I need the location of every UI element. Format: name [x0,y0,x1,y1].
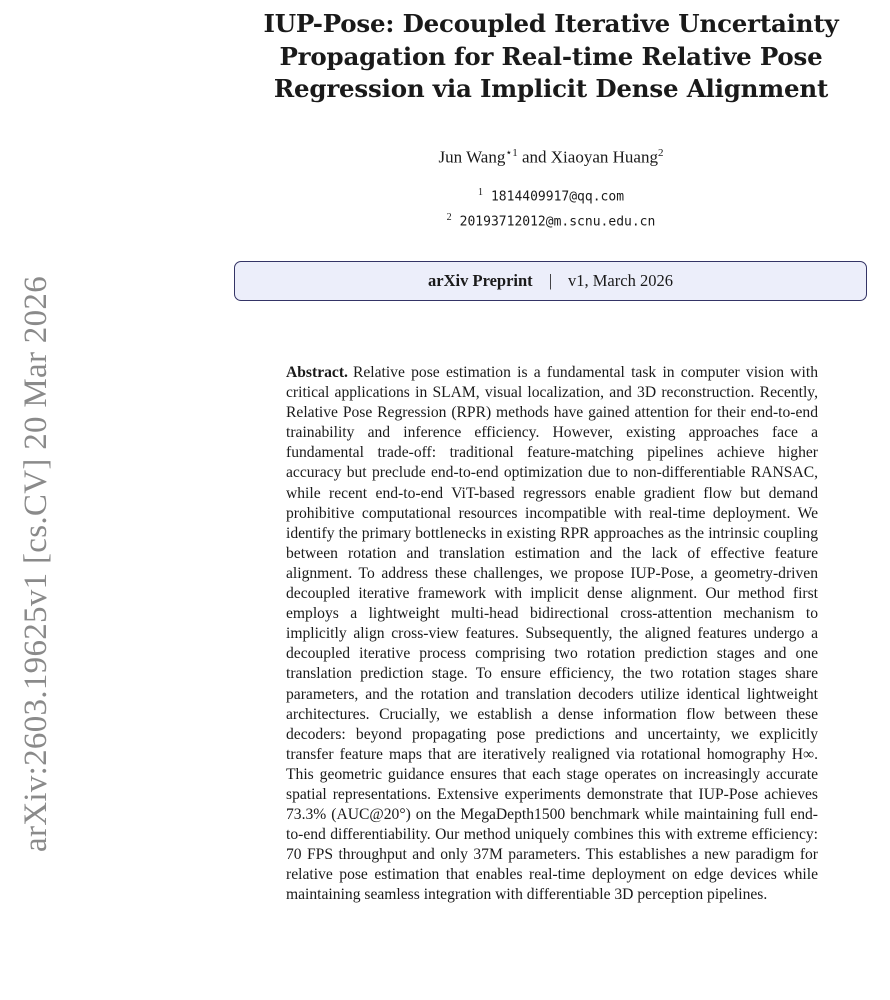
email-address[interactable]: 20193712012@m.scnu.edu.cn [459,214,656,230]
author-conjunction: and [521,147,547,167]
email-affiliation-mark: 2 [446,211,452,223]
email-line [246,208,856,233]
author-line [246,146,856,168]
email-line [246,183,856,208]
author-name: Jun Wang [438,147,506,167]
abstract-label: Abstract. [286,364,348,381]
arxiv-side-stamp: arXiv:2603.19625v1 [cs.CV] 20 Mar 2026 [18,276,54,852]
email-list [246,183,856,232]
paper-title: IUP-Pose: Decoupled Iterative Uncertainty Propagation for Real-time Relative Pose Regression via Implicit Dense Alignment [263,9,839,103]
author-affiliation-mark: ⋆1 [505,147,518,159]
author-affiliation-mark: 2 [657,147,664,159]
author-name: Xiaoyan Huang [550,147,658,167]
email-affiliation-mark: 1 [477,187,483,198]
email-address[interactable]: 1814409917@qq.com [490,189,625,205]
banner-version: v1, March 2026 [568,271,673,290]
abstract [286,363,818,906]
preprint-banner [234,261,867,301]
banner-label: arXiv Preprint [428,271,533,290]
abstract-text: Relative pose estimation is a fundamental task in computer vision with critical applications in SLAM, visual localization, and 3D reconstruction. Recently, Relative Pose Regression (RPR) methods have gained attention for their end-to-end trainability and inference efficiency. However, existing approaches face a fundamental trade-off: traditional feature-matching pipelines achieve higher accuracy but preclude end-to-end optimization due to non-differentiable RANSAC, while recent end-to-end ViT-based regressors enable gradient flow but demand prohibitive computational resources incompatible with real-time deployment. We identify the primary bottlenecks in existing RPR approaches as the intrinsic coupling between rotation and translation estimation and the lack of effective feature alignment. To address these challenges, we propose IUP-Pose, a geometry-driven decoupled iterative framework with implicit dense alignment. Our method first employs a lightweight multi-head bidirectional cross-attention mechanism to implicitly align cross-view features. Subsequently, the aligned features undergo a decoupled iterative process comprising two rotation prediction stages and one translation prediction stage. To ensure efficiency, the two rotation stages share parameters, and the rotation and translation decoders utilize identical lightweight architectures. Crucially, we establish a dense information flow between these decoders: beyond propagating pose predictions and uncertainty, we explicitly transfer feature maps that are iteratively realigned via rotational homography H∞. This geometric guidance ensures that each stage operates on increasingly accurate spatial representations. Extensive experiments demonstrate that IUP-Pose achieves 73.3% (AUC@20°) on the MegaDepth1500 benchmark while maintaining full end-to-end differentiability. Our method uniquely combines this with extreme efficiency: 70 FPS throughput and only 37M parameters. This establishes a new paradigm for relative pose estimation that enables real-time deployment on edge devices while maintaining seamless integration with differentiable 3D perception pipelines. [286,364,818,904]
banner-separator: | [548,271,552,290]
